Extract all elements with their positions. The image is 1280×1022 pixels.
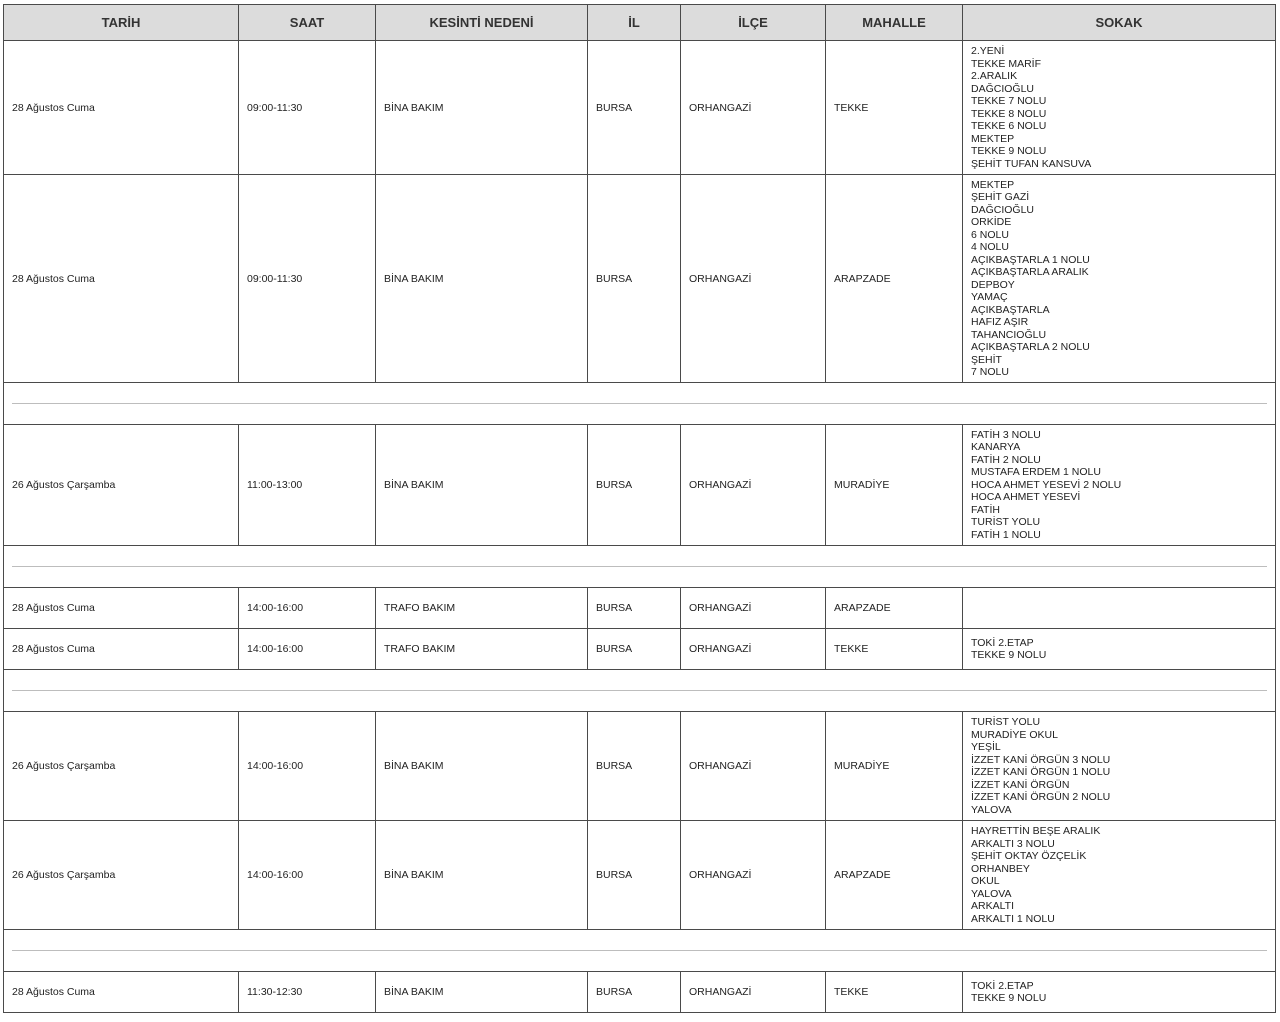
kesinti-nedeni-cell: BİNA BAKIM	[376, 41, 588, 175]
street-name: ŞEHİT TUFAN KANSUVA	[971, 157, 1092, 170]
header-tarih: TARİH	[4, 5, 239, 41]
il-cell: BURSA	[588, 588, 681, 629]
header-mahalle: MAHALLE	[826, 5, 963, 41]
saat-cell: 11:30-12:30	[239, 972, 376, 1013]
street-name: 4 NOLU	[971, 241, 1009, 253]
street-name: YEŞİL	[971, 741, 1001, 753]
il-cell: BURSA	[588, 629, 681, 670]
mahalle-cell: ARAPZADE	[826, 821, 963, 930]
street-name: 7 NOLU	[971, 366, 1009, 378]
street-name: YALOVA	[971, 887, 1012, 900]
tarih-cell: 28 Ağustos Cuma	[4, 972, 239, 1013]
street-name: TEKKE 9 NOLU	[971, 992, 1047, 1004]
sokak-cell	[963, 425, 1276, 546]
street-name: DAĞCIOĞLU	[971, 203, 1035, 216]
street-name: 2.YENİ	[971, 45, 1005, 57]
street-name: ŞEHİT	[971, 353, 1002, 366]
mahalle-cell: TEKKE	[826, 629, 963, 670]
street-name: 6 NOLU	[971, 228, 1009, 241]
street-name: TOKİ 2.ETAP	[971, 979, 1034, 992]
street-name: FATİH 2 NOLU	[971, 453, 1041, 466]
street-name: MEKTEP	[971, 178, 1015, 191]
separator-line	[12, 950, 1267, 951]
tarih-cell: 28 Ağustos Cuma	[4, 629, 239, 670]
saat-cell: 14:00-16:00	[239, 821, 376, 930]
table-row	[4, 821, 1276, 930]
street-name: DAĞCIOĞLU	[971, 82, 1035, 95]
sokak-cell	[963, 588, 1276, 629]
separator-line	[12, 566, 1267, 567]
sokak-cell	[963, 821, 1276, 930]
ilce-cell: ORHANGAZİ	[681, 972, 826, 1013]
header-il: İL	[588, 5, 681, 41]
kesinti-nedeni-cell: TRAFO BAKIM	[376, 588, 588, 629]
street-name: HOCA AHMET YESEVİ	[971, 491, 1081, 504]
kesinti-nedeni-cell: BİNA BAKIM	[376, 821, 588, 930]
tarih-cell: 26 Ağustos Çarşamba	[4, 821, 239, 930]
street-name: MUSTAFA ERDEM 1 NOLU	[971, 466, 1101, 479]
saat-cell: 14:00-16:00	[239, 712, 376, 821]
street-name: FATİH 1 NOLU	[971, 528, 1041, 541]
header-kesinti-nedeni: KESİNTİ NEDENİ	[376, 5, 588, 41]
street-name: İZZET KANİ ÖRGÜN 3 NOLU	[971, 753, 1111, 766]
street-name: AÇIKBAŞTARLA 2 NOLU	[971, 341, 1090, 353]
saat-cell: 14:00-16:00	[239, 629, 376, 670]
saat-cell: 09:00-11:30	[239, 175, 376, 383]
mahalle-cell: TEKKE	[826, 41, 963, 175]
ilce-cell: ORHANGAZİ	[681, 175, 826, 383]
street-name: TEKKE 6 NOLU	[971, 120, 1047, 132]
street-name: KANARYA	[971, 441, 1021, 454]
street-name: MEKTEP	[971, 132, 1015, 145]
header-row	[4, 5, 1276, 41]
sokak-cell	[963, 175, 1276, 383]
separator-row	[4, 383, 1276, 425]
street-name: İZZET KANİ ÖRGÜN 1 NOLU	[971, 766, 1111, 778]
tarih-cell: 28 Ağustos Cuma	[4, 175, 239, 383]
kesinti-nedeni-cell: BİNA BAKIM	[376, 712, 588, 821]
ilce-cell: ORHANGAZİ	[681, 821, 826, 930]
header-saat: SAAT	[239, 5, 376, 41]
header-ilce: İLÇE	[681, 5, 826, 41]
ilce-cell: ORHANGAZİ	[681, 425, 826, 546]
table-row	[4, 629, 1276, 670]
mahalle-cell: MURADİYE	[826, 712, 963, 821]
separator-row	[4, 670, 1276, 712]
street-name: TURİST YOLU	[971, 516, 1041, 529]
street-name: ORHANBEY	[971, 862, 1030, 875]
mahalle-cell: ARAPZADE	[826, 588, 963, 629]
street-name: AÇIKBAŞTARLA	[971, 303, 1050, 316]
il-cell: BURSA	[588, 425, 681, 546]
street-name: ARKALTI	[971, 900, 1014, 912]
mahalle-cell: MURADİYE	[826, 425, 963, 546]
mahalle-cell: ARAPZADE	[826, 175, 963, 383]
street-name: DEPBOY	[971, 278, 1015, 291]
street-name: TURİST YOLU	[971, 716, 1041, 728]
street-name: TOKİ 2.ETAP	[971, 636, 1034, 649]
separator-cell	[4, 546, 1276, 588]
street-name: ŞEHİT GAZİ	[971, 191, 1030, 203]
street-name: TEKKE 9 NOLU	[971, 145, 1047, 157]
separator-line	[12, 690, 1267, 691]
table-row	[4, 588, 1276, 629]
separator-cell	[4, 930, 1276, 972]
street-name: HAFIZ AŞIR	[971, 316, 1029, 328]
street-name: TAHANCIOĞLU	[971, 328, 1047, 341]
sokak-cell	[963, 629, 1276, 670]
street-name: HAYRETTİN BEŞE ARALIK	[971, 825, 1101, 837]
street-name: FATİH 3 NOLU	[971, 428, 1041, 441]
street-name: 2.ARALIK	[971, 70, 1018, 82]
street-name: OKUL	[971, 875, 1000, 887]
street-name: TEKKE 7 NOLU	[971, 95, 1047, 107]
sokak-cell	[963, 712, 1276, 821]
header-sokak: SOKAK	[963, 5, 1276, 41]
street-name: TEKKE 9 NOLU	[971, 649, 1047, 661]
street-name: AÇIKBAŞTARLA 1 NOLU	[971, 253, 1090, 266]
ilce-cell: ORHANGAZİ	[681, 41, 826, 175]
table-row	[4, 425, 1276, 546]
il-cell: BURSA	[588, 972, 681, 1013]
kesinti-nedeni-cell: BİNA BAKIM	[376, 175, 588, 383]
kesinti-nedeni-cell: TRAFO BAKIM	[376, 629, 588, 670]
saat-cell: 09:00-11:30	[239, 41, 376, 175]
ilce-cell: ORHANGAZİ	[681, 712, 826, 821]
separator-line	[12, 403, 1267, 404]
table-row	[4, 712, 1276, 821]
street-name: YALOVA	[971, 803, 1012, 816]
il-cell: BURSA	[588, 41, 681, 175]
il-cell: BURSA	[588, 712, 681, 821]
outage-table	[3, 4, 1276, 1013]
street-name: TEKKE 8 NOLU	[971, 107, 1047, 120]
street-name: İZZET KANİ ÖRGÜN 2 NOLU	[971, 791, 1111, 803]
tarih-cell: 26 Ağustos Çarşamba	[4, 425, 239, 546]
kesinti-nedeni-cell: BİNA BAKIM	[376, 972, 588, 1013]
street-name: YAMAÇ	[971, 291, 1008, 303]
separator-cell	[4, 383, 1276, 425]
street-name: ARKALTI 3 NOLU	[971, 837, 1055, 850]
street-name: AÇIKBAŞTARLA ARALIK	[971, 266, 1089, 278]
il-cell: BURSA	[588, 175, 681, 383]
table-row	[4, 41, 1276, 175]
street-name: ARKALTI 1 NOLU	[971, 912, 1055, 925]
street-name: FATİH	[971, 503, 1000, 516]
separator-row	[4, 930, 1276, 972]
separator-cell	[4, 670, 1276, 712]
tarih-cell: 26 Ağustos Çarşamba	[4, 712, 239, 821]
separator-row	[4, 546, 1276, 588]
sokak-cell	[963, 972, 1276, 1013]
table-body	[4, 41, 1276, 1013]
sokak-cell	[963, 41, 1276, 175]
table-row	[4, 175, 1276, 383]
street-name: ŞEHİT OKTAY ÖZÇELİK	[971, 850, 1087, 862]
il-cell: BURSA	[588, 821, 681, 930]
street-name: HOCA AHMET YESEVİ 2 NOLU	[971, 478, 1122, 491]
tarih-cell: 28 Ağustos Cuma	[4, 588, 239, 629]
kesinti-nedeni-cell: BİNA BAKIM	[376, 425, 588, 546]
saat-cell: 14:00-16:00	[239, 588, 376, 629]
table-row	[4, 972, 1276, 1013]
outage-table-container	[3, 4, 1275, 1013]
ilce-cell: ORHANGAZİ	[681, 629, 826, 670]
ilce-cell: ORHANGAZİ	[681, 588, 826, 629]
street-name: MURADİYE OKUL	[971, 728, 1058, 741]
street-name: ORKİDE	[971, 216, 1012, 228]
saat-cell: 11:00-13:00	[239, 425, 376, 546]
mahalle-cell: TEKKE	[826, 972, 963, 1013]
street-name: TEKKE MARİF	[971, 57, 1042, 70]
tarih-cell: 28 Ağustos Cuma	[4, 41, 239, 175]
street-name: İZZET KANİ ÖRGÜN	[971, 778, 1070, 791]
